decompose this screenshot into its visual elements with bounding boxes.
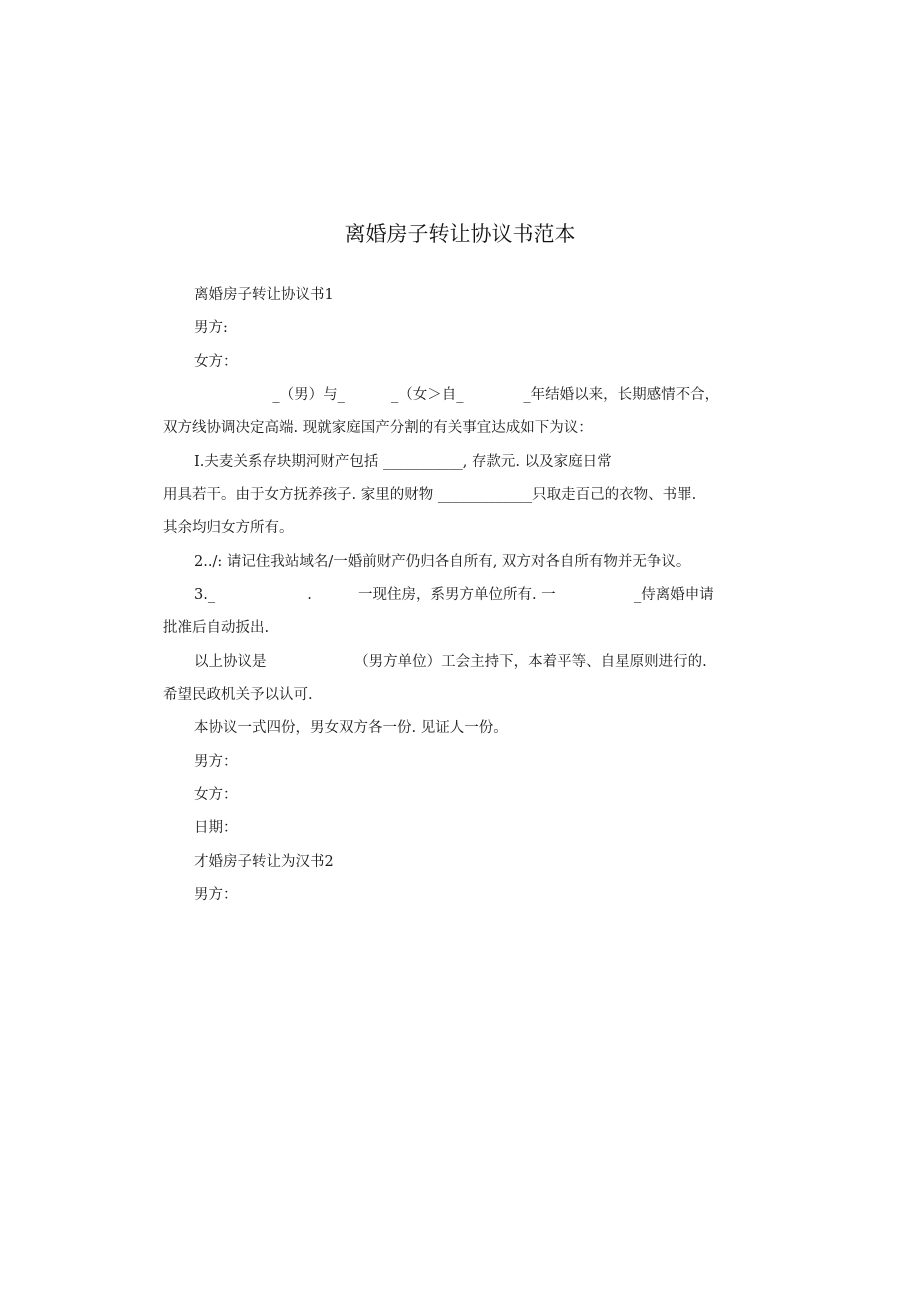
clause-3-line-1: 3._ . 一现住房，系男方单位所有. 一 _侍离婚申请 bbox=[194, 587, 714, 603]
closing-paragraph-line-1: 以上协议是 （男方单位）工会主持下，本着平等、自星原则进行的. bbox=[194, 654, 707, 670]
date-label: 日期： bbox=[194, 820, 238, 836]
clause-1-line-1: I.夫麦关系存块期河财产包括 ___________, 存款元. 以及家庭日常 bbox=[194, 454, 612, 470]
document-title: 离婚房子转让协议书范本 bbox=[344, 222, 576, 246]
clause-1-line-2: 用具若干。由于女方抚养孩子. 家里的财物 _____________只取走百己的衣物、书罪. bbox=[163, 487, 697, 503]
section-heading-2: 才婚房子转让为汉书2 bbox=[194, 854, 334, 870]
clause-3-line-2: 批准后自动扳出. bbox=[163, 620, 270, 636]
closing-paragraph-line-2: 希望民政机关予以认可. bbox=[163, 687, 313, 703]
male-party-label-2: 男方： bbox=[194, 887, 238, 903]
male-party-label: 男方: bbox=[194, 320, 228, 336]
clause-1-line-3: 其余均归女方所有。 bbox=[163, 520, 294, 536]
intro-paragraph-line-1: _（男）与_ _（女＞自_ _年结婚以来，长期感情不合， bbox=[194, 387, 720, 403]
male-signature-label: 男方： bbox=[194, 754, 238, 770]
intro-paragraph-line-2: 双方线协调决定高端. 现就家庭国产分割的有关事宜达成如下为议： bbox=[163, 420, 593, 436]
female-signature-label: 女方： bbox=[194, 787, 238, 803]
copies-statement: 本协议一式四份，男女双方各一份. 见证人一份。 bbox=[194, 720, 508, 736]
section-heading-1: 离婚房子转让协议书1 bbox=[194, 287, 334, 303]
female-party-label: 女方： bbox=[194, 354, 238, 370]
clause-2: 2../: 请记住我站域名/一婚前财产仍归各自所有, 双方对各自所有物并无争议。 bbox=[194, 554, 691, 570]
